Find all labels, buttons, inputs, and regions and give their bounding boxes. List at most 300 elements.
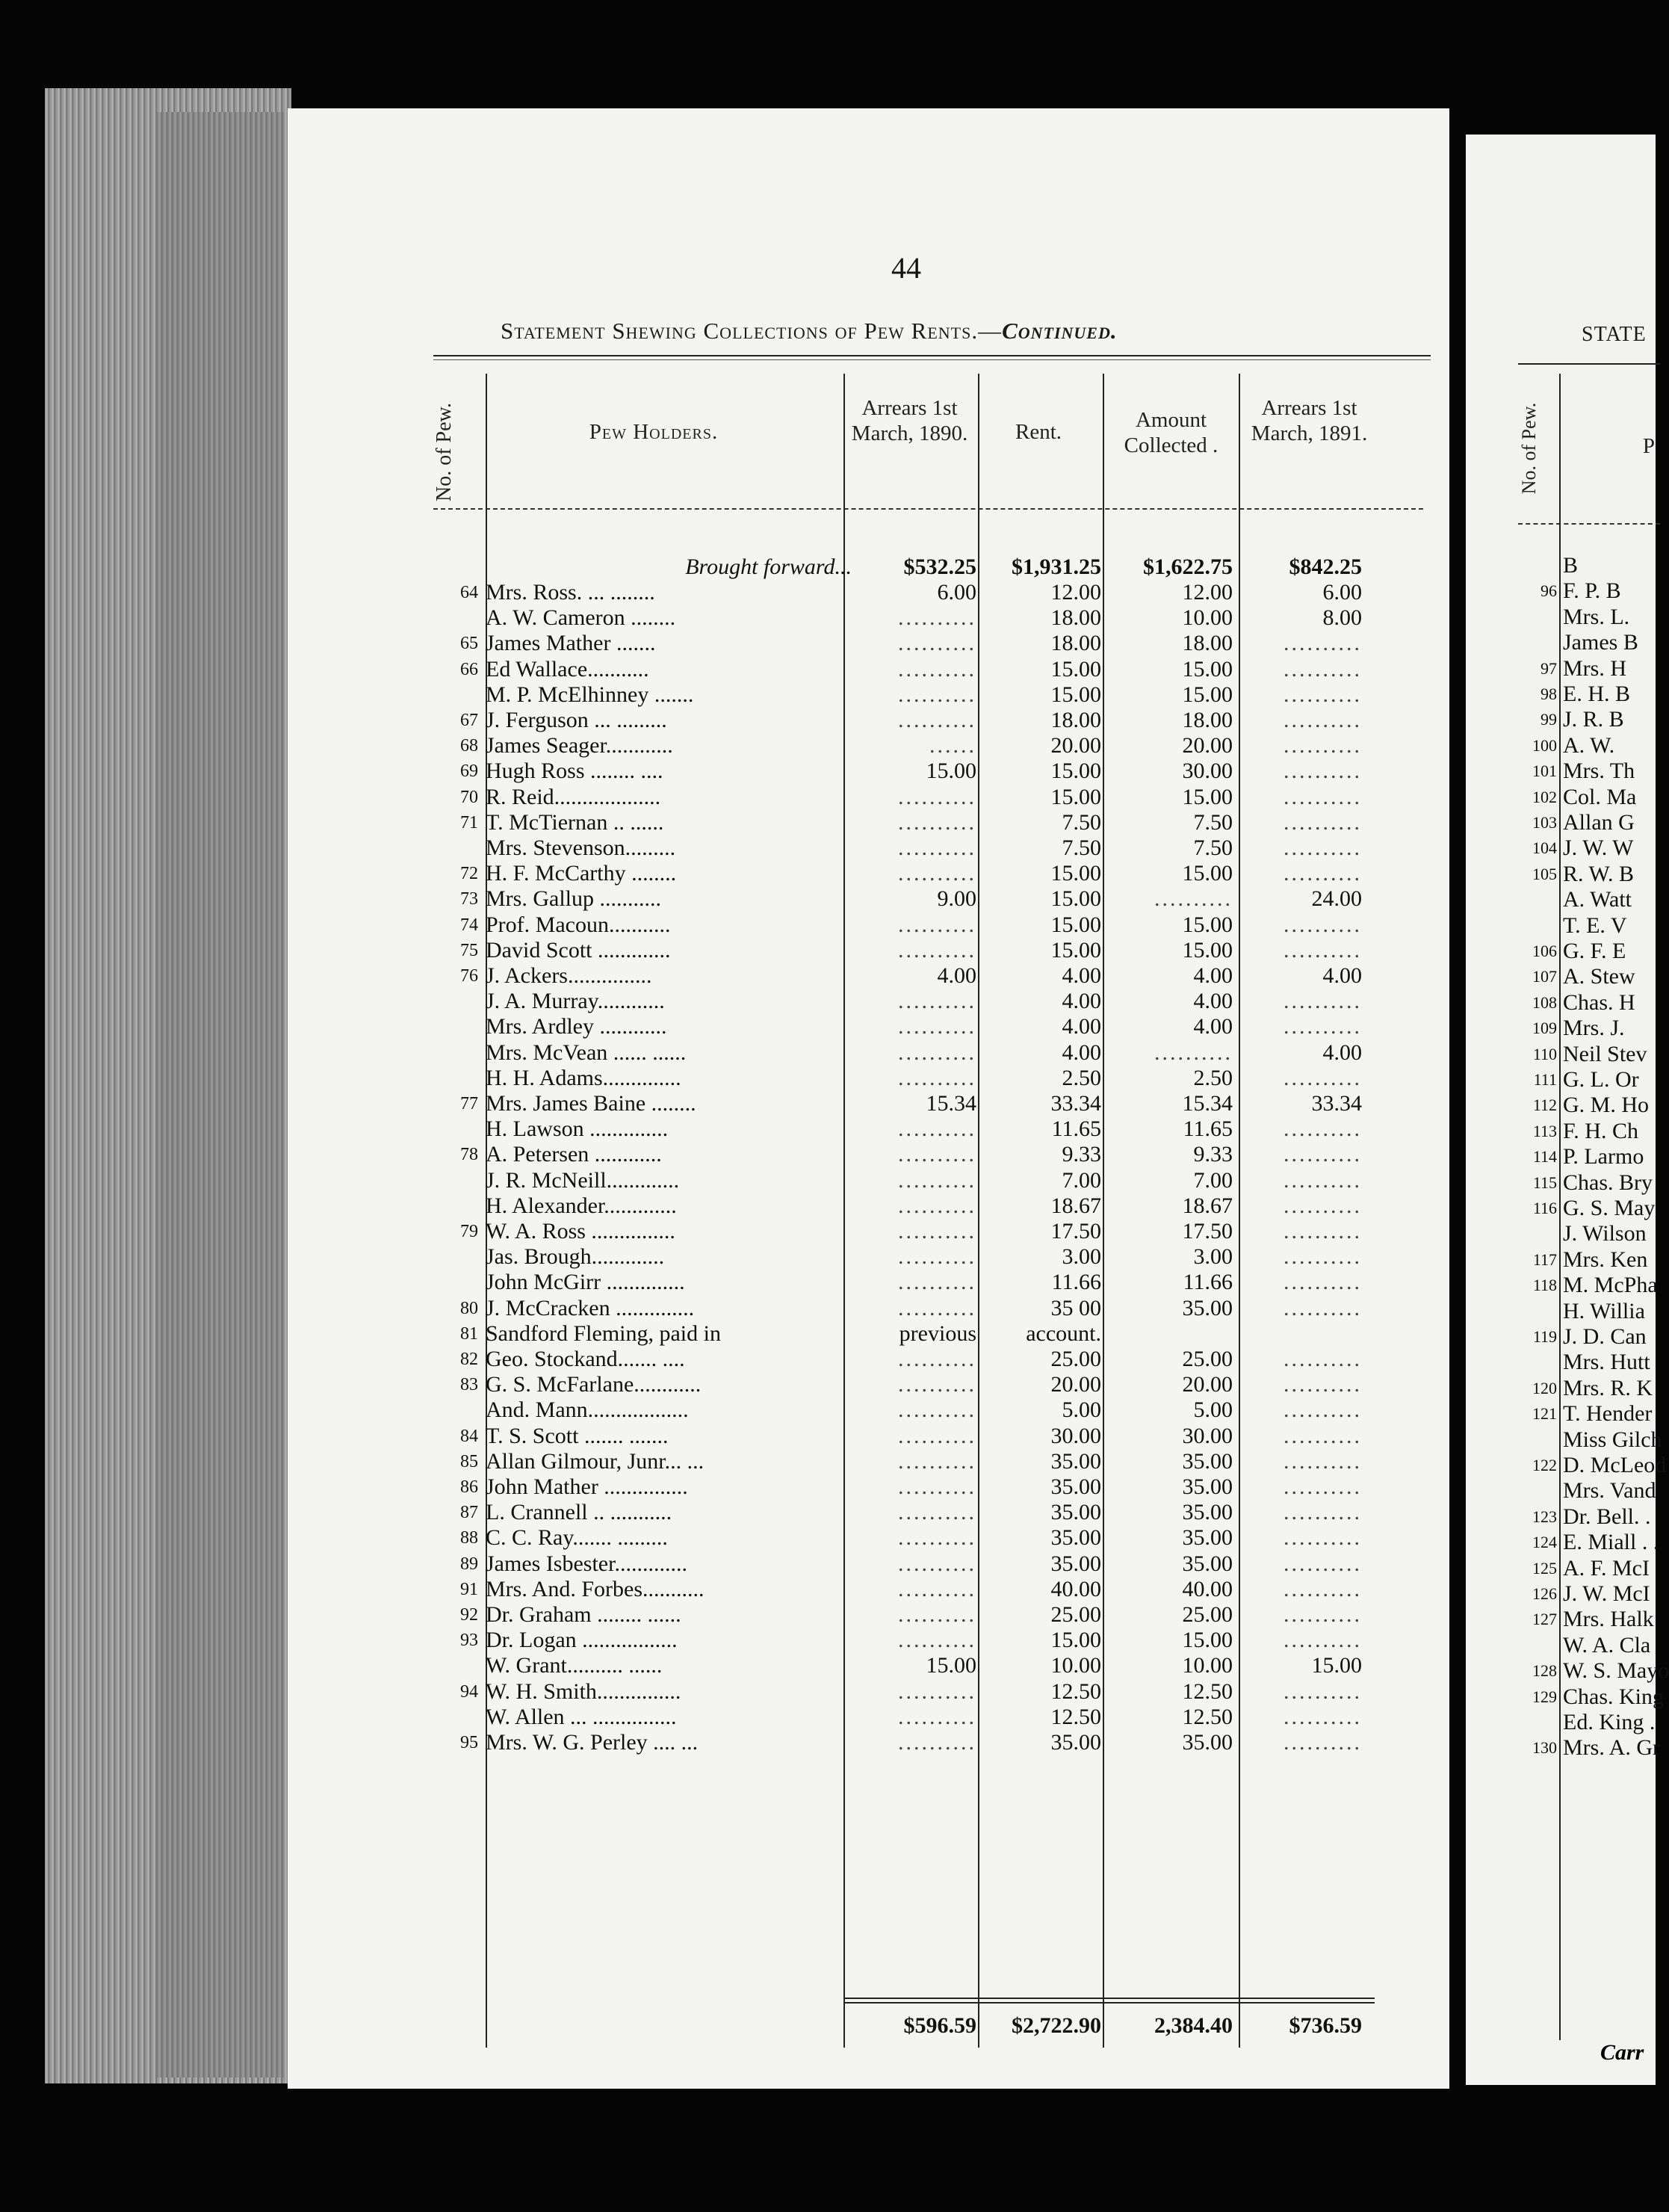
rent: 35.00 — [1050, 1448, 1101, 1474]
arrears-1891: .......... — [1284, 835, 1362, 860]
facing-table-row — [1511, 759, 1660, 784]
table-row — [433, 1066, 1434, 1091]
rent: 30.00 — [1050, 1423, 1101, 1448]
rent: 18.00 — [1050, 605, 1101, 631]
facing-pew-number: 124 — [1532, 1533, 1557, 1552]
table-row — [433, 1424, 1434, 1449]
col-header-holders: Pew Holders. — [589, 420, 719, 444]
rent: 35.00 — [1050, 1474, 1101, 1499]
facing-table-row — [1511, 707, 1660, 732]
arrears-1890: .......... — [898, 835, 976, 860]
amount-collected: 11.66 — [1183, 1270, 1233, 1295]
arrears-1890: .......... — [898, 1525, 976, 1551]
pew-number: 89 — [460, 1554, 478, 1574]
facing-pew-number: 115 — [1532, 1173, 1557, 1192]
facing-pew-number: 117 — [1532, 1249, 1557, 1269]
facing-pew-number: 99 — [1541, 710, 1557, 729]
facing-pew-holder-name: T. E. V — [1563, 912, 1627, 938]
arrears-1891: 4.00 — [1322, 963, 1362, 988]
facing-pew-number: 97 — [1541, 658, 1557, 678]
facing-table-row — [1511, 1581, 1660, 1607]
facing-table-row — [1511, 1607, 1660, 1632]
table-row — [433, 1091, 1434, 1116]
arrears-1890: .......... — [898, 1014, 976, 1039]
arrears-1890: .......... — [898, 861, 976, 886]
arrears-1890: .......... — [898, 1270, 976, 1295]
pew-number: 95 — [460, 1733, 478, 1752]
page-title-main: Statement Shewing Collections of Pew Rents.— — [501, 318, 1003, 344]
facing-pew-number: 121 — [1532, 1404, 1557, 1424]
pew-holder-name: A. W. Cameron ........ — [486, 605, 676, 631]
pew-number: 68 — [460, 736, 478, 756]
table-row — [433, 835, 1434, 861]
table-row — [433, 1602, 1434, 1628]
facing-table-row — [1511, 1376, 1660, 1401]
facing-pew-number: 126 — [1532, 1584, 1557, 1603]
pew-holder-name: John Mather ............... — [486, 1474, 688, 1499]
rent: 4.00 — [1062, 1014, 1101, 1039]
rent: 20.00 — [1050, 733, 1101, 759]
pew-holder-name: L. Crannell .. ........... — [486, 1500, 672, 1525]
header-rule — [433, 355, 1431, 356]
facing-pew-holder-name: W. A. Cla — [1563, 1632, 1651, 1658]
pew-number: 84 — [460, 1426, 478, 1446]
arrears-1890: .......... — [898, 1628, 976, 1653]
facing-pew-holder-name: Chas. Bry — [1563, 1170, 1653, 1195]
rent: 4.00 — [1062, 963, 1101, 988]
facing-pew-number: 104 — [1532, 838, 1557, 858]
pew-number: 81 — [460, 1323, 478, 1344]
facing-pew-holder-name: G. L. Or — [1563, 1067, 1639, 1092]
facing-table-row — [1511, 1093, 1660, 1118]
amount-collected: 20.00 — [1182, 1372, 1233, 1397]
totals-rule — [844, 1998, 1375, 1999]
rent: 7.50 — [1062, 835, 1101, 860]
table-row — [433, 1321, 1434, 1347]
table-row — [433, 785, 1434, 810]
facing-pew-holder-name: Mrs. J. — [1563, 1016, 1625, 1041]
arrears-1890: .......... — [898, 1065, 976, 1090]
amount-collected: 18.00 — [1182, 708, 1233, 732]
facing-table-row — [1511, 964, 1660, 989]
rent: 33.34 — [1050, 1091, 1101, 1116]
table-row — [433, 1577, 1434, 1602]
arrears-1891: .......... — [1284, 1167, 1362, 1193]
book-page-left — [288, 108, 1449, 2089]
rent: 15.00 — [1050, 759, 1101, 784]
arrears-1891: .......... — [1284, 1602, 1362, 1627]
pew-holder-name: James Seager............ — [486, 733, 673, 759]
facing-table-row — [1511, 733, 1660, 759]
rent: 35.00 — [1050, 1551, 1101, 1576]
brought-forward-collected: $1,622.75 — [1143, 554, 1233, 579]
amount-collected: 4.00 — [1193, 989, 1233, 1014]
arrears-1891: .......... — [1284, 682, 1362, 707]
facing-pew-holder-name: Ed. King . — [1563, 1710, 1656, 1734]
amount-collected: 15.34 — [1182, 1091, 1233, 1116]
col-header-pew: No. of Pew. — [433, 403, 456, 501]
col-header-arrears-1891: Arrears 1st March, 1891. — [1251, 396, 1368, 445]
amount-collected: 18.00 — [1182, 631, 1233, 656]
facing-pew-holder-name: Mrs. L. — [1563, 604, 1630, 629]
pew-holder-name: Mrs. McVean ...... ...... — [486, 1039, 687, 1065]
table-row — [433, 912, 1434, 938]
rent: 15.00 — [1050, 912, 1101, 937]
pew-holder-name: Mrs. Ardley ............ — [486, 1014, 667, 1039]
arrears-1891: .......... — [1284, 631, 1362, 656]
arrears-1891: .......... — [1284, 1423, 1362, 1448]
rent: 12.50 — [1050, 1704, 1101, 1729]
facing-pew-number: 130 — [1532, 1738, 1557, 1758]
facing-pew-number: 128 — [1532, 1661, 1557, 1681]
arrears-1891: .......... — [1284, 1065, 1362, 1090]
amount-collected: 35.00 — [1182, 1474, 1233, 1499]
facing-table-row — [1511, 990, 1660, 1016]
arrears-1890: .......... — [898, 1551, 976, 1576]
arrears-1890: 15.00 — [926, 1653, 976, 1678]
pew-holder-name: Mrs. James Baine ........ — [486, 1091, 696, 1116]
facing-pew-number: 103 — [1532, 813, 1557, 832]
facing-pew-number: 105 — [1532, 864, 1557, 883]
arrears-1891: .......... — [1284, 1525, 1362, 1551]
arrears-1891: .......... — [1284, 759, 1362, 784]
arrears-1891: .......... — [1284, 861, 1362, 886]
table-row — [433, 1193, 1434, 1219]
table-row — [433, 1296, 1434, 1321]
table-row — [433, 682, 1434, 708]
total-rent: $2,722.90 — [1012, 2013, 1101, 2038]
arrears-1891: .......... — [1284, 656, 1362, 682]
amount-collected: 15.00 — [1182, 937, 1233, 963]
totals-rule — [844, 2002, 1375, 2004]
facing-table-row — [1511, 1221, 1660, 1246]
amount-collected: .......... — [1154, 1039, 1233, 1065]
arrears-1891: .......... — [1284, 1372, 1362, 1397]
facing-page-title: STATE — [1582, 323, 1647, 346]
facing-pew-number: 118 — [1532, 1276, 1557, 1295]
arrears-1890: .......... — [898, 1602, 976, 1627]
facing-table-row — [1511, 1530, 1660, 1555]
table-row — [433, 657, 1434, 682]
arrears-1890: .......... — [898, 1193, 976, 1218]
rent: 7.00 — [1062, 1167, 1101, 1193]
arrears-1891: .......... — [1284, 784, 1362, 809]
pew-number: 87 — [460, 1503, 478, 1523]
amount-collected: 15.00 — [1182, 784, 1233, 809]
amount-collected: 17.50 — [1182, 1219, 1233, 1244]
facing-table-row — [1511, 1633, 1660, 1658]
amount-collected: 12.00 — [1182, 580, 1233, 605]
rent: 35 00 — [1050, 1295, 1101, 1320]
amount-collected: 35.00 — [1182, 1448, 1233, 1474]
pew-number: 71 — [460, 812, 478, 832]
facing-pew-holder-name: G. M. Ho — [1563, 1093, 1650, 1118]
brought-forward-arrears-1891: $842.25 — [1289, 554, 1362, 579]
pew-number: 79 — [460, 1222, 478, 1241]
arrears-1891: .......... — [1284, 1678, 1362, 1704]
facing-table-row — [1511, 1556, 1660, 1581]
table-row — [433, 708, 1434, 733]
facing-pew-holder-name: Mrs. A. Gr — [1563, 1735, 1661, 1761]
arrears-1890: .......... — [898, 1678, 976, 1704]
facing-pew-number: 129 — [1532, 1687, 1557, 1706]
table-row — [433, 886, 1434, 912]
pew-number: 70 — [460, 787, 478, 807]
amount-collected: 35.00 — [1182, 1730, 1233, 1755]
rent: 11.66 — [1051, 1270, 1101, 1295]
pew-holder-name: W. A. Ross ............... — [486, 1219, 675, 1244]
table-row — [433, 1449, 1434, 1474]
pew-holder-name: T. McTiernan .. ...... — [486, 809, 664, 835]
table-row — [433, 1628, 1434, 1653]
total-arrears-1891: $736.59 — [1289, 2013, 1362, 2038]
arrears-1891: .......... — [1284, 1730, 1362, 1755]
page-title-continued: Continued. — [1002, 318, 1118, 344]
facing-pew-holder-name: Mrs. R. K — [1563, 1375, 1653, 1400]
arrears-1891: .......... — [1284, 1142, 1362, 1167]
facing-pew-number: 98 — [1541, 685, 1557, 703]
pew-number: 69 — [460, 761, 478, 782]
facing-table-row — [1511, 630, 1660, 655]
book-page-right — [1466, 135, 1669, 2085]
arrears-1890: .......... — [898, 809, 976, 835]
arrears-1891: 8.00 — [1322, 605, 1362, 631]
rent: 15.00 — [1050, 784, 1101, 809]
rent: 15.00 — [1050, 886, 1101, 912]
pew-holder-name: James Mather ....... — [486, 631, 656, 656]
facing-pew-holder-name: J. D. Can — [1563, 1324, 1647, 1349]
arrears-1891: .......... — [1284, 912, 1362, 937]
facing-pew-holder-name: James B — [1563, 630, 1638, 655]
pew-holder-name: T. S. Scott ....... ....... — [486, 1423, 669, 1448]
arrears-1890: .......... — [898, 1423, 976, 1448]
facing-pew-number: 111 — [1533, 1070, 1557, 1089]
pew-holder-name: H. Lawson .............. — [486, 1116, 669, 1142]
amount-collected: 7.00 — [1193, 1167, 1233, 1193]
facing-pew-holder-name: T. Hender — [1563, 1401, 1653, 1427]
arrears-1890: .......... — [898, 1730, 976, 1755]
brought-forward-label: Brought forward... — [685, 554, 852, 579]
amount-collected: 7.50 — [1193, 835, 1233, 860]
table-row — [433, 1525, 1434, 1551]
arrears-1891: 15.00 — [1311, 1653, 1362, 1678]
facing-table-row — [1511, 1273, 1660, 1298]
facing-pew-holder-name: A. W. — [1563, 732, 1615, 758]
rent: 9.33 — [1062, 1142, 1101, 1167]
total-collected: 2,384.40 — [1154, 2013, 1233, 2038]
table-row — [433, 1270, 1434, 1295]
facing-pew-holder-name: Mrs. Ken — [1563, 1246, 1648, 1272]
arrears-1891: .......... — [1284, 1116, 1362, 1142]
amount-collected: 35.00 — [1182, 1500, 1233, 1525]
arrears-1891: .......... — [1284, 937, 1362, 963]
facing-pew-holder-name: J. W. W — [1563, 835, 1634, 861]
arrears-1890: .......... — [898, 605, 976, 631]
facing-pew-number: 112 — [1532, 1096, 1557, 1115]
rent: 15.00 — [1050, 861, 1101, 886]
arrears-1891: .......... — [1284, 1551, 1362, 1576]
rent: 25.00 — [1050, 1347, 1101, 1371]
pew-holder-name: H. H. Adams.............. — [486, 1065, 681, 1090]
facing-table-row — [1511, 913, 1660, 939]
pew-holder-name: W. H. Smith............... — [486, 1678, 681, 1704]
table-row — [433, 1116, 1434, 1142]
table-row — [433, 1730, 1434, 1755]
pew-number: 88 — [460, 1528, 478, 1548]
amount-collected: .......... — [1154, 886, 1233, 912]
facing-table-row — [1511, 835, 1660, 861]
facing-table-row — [1511, 1504, 1660, 1530]
arrears-1890: .......... — [898, 682, 976, 707]
amount-collected: 35.00 — [1182, 1295, 1233, 1320]
facing-pew-number: 122 — [1532, 1456, 1557, 1474]
amount-collected: 40.00 — [1182, 1576, 1233, 1601]
pew-number: 78 — [460, 1145, 478, 1165]
pew-holder-name: Mrs. Gallup ........... — [486, 886, 661, 912]
page-title — [501, 318, 1118, 345]
facing-col-header-pew: No. of Pew. — [1518, 402, 1540, 495]
table-row — [433, 1219, 1434, 1244]
table-row — [433, 1040, 1434, 1066]
pew-holder-name: Geo. Stockand....... .... — [486, 1347, 685, 1371]
rent: 15.00 — [1050, 1628, 1101, 1653]
brought-forward-arrears-1890: $532.25 — [903, 554, 976, 579]
facing-table-row — [1511, 1453, 1667, 1478]
rent: 3.00 — [1062, 1244, 1101, 1270]
table-row — [433, 989, 1434, 1014]
facing-table-row — [1511, 1119, 1660, 1144]
table-row — [433, 861, 1434, 886]
pew-holder-name: Mrs. W. G. Perley .... ... — [486, 1730, 699, 1755]
rent: 10.00 — [1050, 1653, 1101, 1678]
pew-holder-name: J. Ackers............... — [486, 963, 652, 988]
rent: 35.00 — [1050, 1525, 1101, 1551]
brought-forward-rent: $1,931.25 — [1012, 554, 1101, 579]
facing-pew-holder-name: F. P. B — [1563, 578, 1621, 604]
rent: 15.00 — [1050, 682, 1101, 707]
amount-collected: 18.67 — [1182, 1193, 1233, 1218]
table-row — [433, 810, 1434, 835]
facing-table-row — [1511, 1247, 1660, 1273]
facing-header-rule — [1518, 363, 1660, 365]
table-row — [433, 1679, 1434, 1705]
pew-holder-name: And. Mann.................. — [486, 1397, 689, 1423]
facing-pew-holder-name: B — [1563, 553, 1579, 578]
pew-holder-name: C. C. Ray....... ......... — [486, 1525, 668, 1551]
amount-collected: 30.00 — [1182, 1423, 1233, 1448]
pew-number: 72 — [460, 864, 478, 884]
facing-table-row — [1511, 1710, 1660, 1735]
pew-holder-name: A. Petersen ............ — [486, 1142, 662, 1167]
arrears-1890: previous — [899, 1320, 976, 1346]
amount-collected: 15.00 — [1182, 861, 1233, 886]
arrears-1891: 6.00 — [1322, 580, 1362, 605]
table-row — [433, 1168, 1434, 1193]
arrears-1890: .......... — [898, 1244, 976, 1270]
facing-pew-holder-name: A. Watt — [1563, 887, 1632, 912]
arrears-1891: .......... — [1284, 733, 1362, 759]
pew-holder-name: M. P. McElhinney ....... — [486, 682, 694, 707]
facing-pew-holder-name: E. Miall . . — [1563, 1530, 1659, 1555]
pew-holder-name: H. Alexander............. — [486, 1193, 677, 1218]
pew-number: 66 — [460, 659, 478, 679]
rent: 35.00 — [1050, 1730, 1101, 1755]
table-row — [433, 1500, 1434, 1525]
table-row — [433, 1347, 1434, 1372]
col-header-arrears-1890: Arrears 1st March, 1890. — [851, 396, 968, 445]
pew-holder-name: J. A. Murray............ — [486, 989, 665, 1014]
facing-pew-holder-name: Mrs. Halk — [1563, 1607, 1654, 1632]
pew-holder-name: John McGirr .............. — [486, 1270, 685, 1295]
amount-collected: 15.00 — [1182, 1628, 1233, 1653]
facing-table-row — [1511, 656, 1660, 682]
arrears-1891: .......... — [1284, 1704, 1362, 1729]
amount-collected: 15.00 — [1182, 912, 1233, 937]
pew-holder-name: J. R. McNeill............. — [486, 1167, 680, 1193]
arrears-1891: .......... — [1284, 1270, 1362, 1295]
arrears-1890: .......... — [898, 1474, 976, 1499]
arrears-1891: 24.00 — [1311, 886, 1362, 912]
rent: 11.65 — [1051, 1116, 1101, 1142]
arrears-1891: 4.00 — [1322, 1039, 1362, 1065]
pew-holder-name: Hugh Ross ........ .... — [486, 759, 663, 784]
rent: 17.50 — [1050, 1219, 1101, 1244]
pew-holder-name: Mrs. Ross. ... ........ — [486, 580, 655, 605]
facing-pew-number: 114 — [1532, 1147, 1557, 1167]
amount-collected: 35.00 — [1182, 1525, 1233, 1551]
arrears-1891: .......... — [1284, 1500, 1362, 1525]
facing-pew-holder-name: Mrs. Th — [1563, 759, 1635, 784]
facing-table-row — [1511, 1170, 1660, 1196]
rent: 4.00 — [1062, 989, 1101, 1014]
rent: account. — [1026, 1320, 1101, 1346]
amount-collected: 5.00 — [1193, 1397, 1233, 1423]
pew-number: 64 — [460, 583, 478, 602]
facing-pew-number: 106 — [1532, 942, 1557, 960]
pew-holder-name: James Isbester............. — [486, 1551, 687, 1576]
rent: 18.00 — [1050, 631, 1101, 656]
rent: 2.50 — [1062, 1065, 1101, 1090]
facing-table-row — [1511, 1658, 1669, 1684]
pew-number: 82 — [460, 1350, 478, 1369]
amount-collected: 15.00 — [1182, 656, 1233, 682]
book-page-edges-inner — [157, 112, 284, 2077]
facing-table-row — [1511, 605, 1660, 630]
pew-number: 67 — [460, 711, 478, 730]
pew-holder-name: J. McCracken .............. — [486, 1295, 695, 1320]
table-row — [433, 1372, 1434, 1397]
facing-pew-number: 123 — [1532, 1507, 1557, 1526]
rent: 15.00 — [1050, 937, 1101, 963]
facing-pew-number: 109 — [1532, 1019, 1557, 1038]
totals-row — [433, 2013, 1434, 2039]
table-row — [433, 733, 1434, 759]
arrears-1891: .......... — [1284, 1347, 1362, 1371]
facing-table-row — [1511, 1196, 1660, 1221]
pew-holder-name: David Scott ............. — [486, 937, 671, 963]
facing-pew-holder-name: A. F. McI — [1563, 1555, 1650, 1581]
total-arrears-1890: $596.59 — [903, 2013, 976, 2038]
pew-number: 74 — [460, 915, 478, 935]
table-row — [433, 605, 1434, 631]
arrears-1890: .......... — [898, 937, 976, 963]
pew-holder-name: W. Allen ... ............... — [486, 1704, 677, 1729]
amount-collected: 3.00 — [1193, 1244, 1233, 1270]
pew-holder-name: Prof. Macoun........... — [486, 912, 671, 937]
table-row — [433, 1474, 1434, 1500]
arrears-1890: .......... — [898, 912, 976, 937]
amount-collected: 35.00 — [1182, 1551, 1233, 1576]
